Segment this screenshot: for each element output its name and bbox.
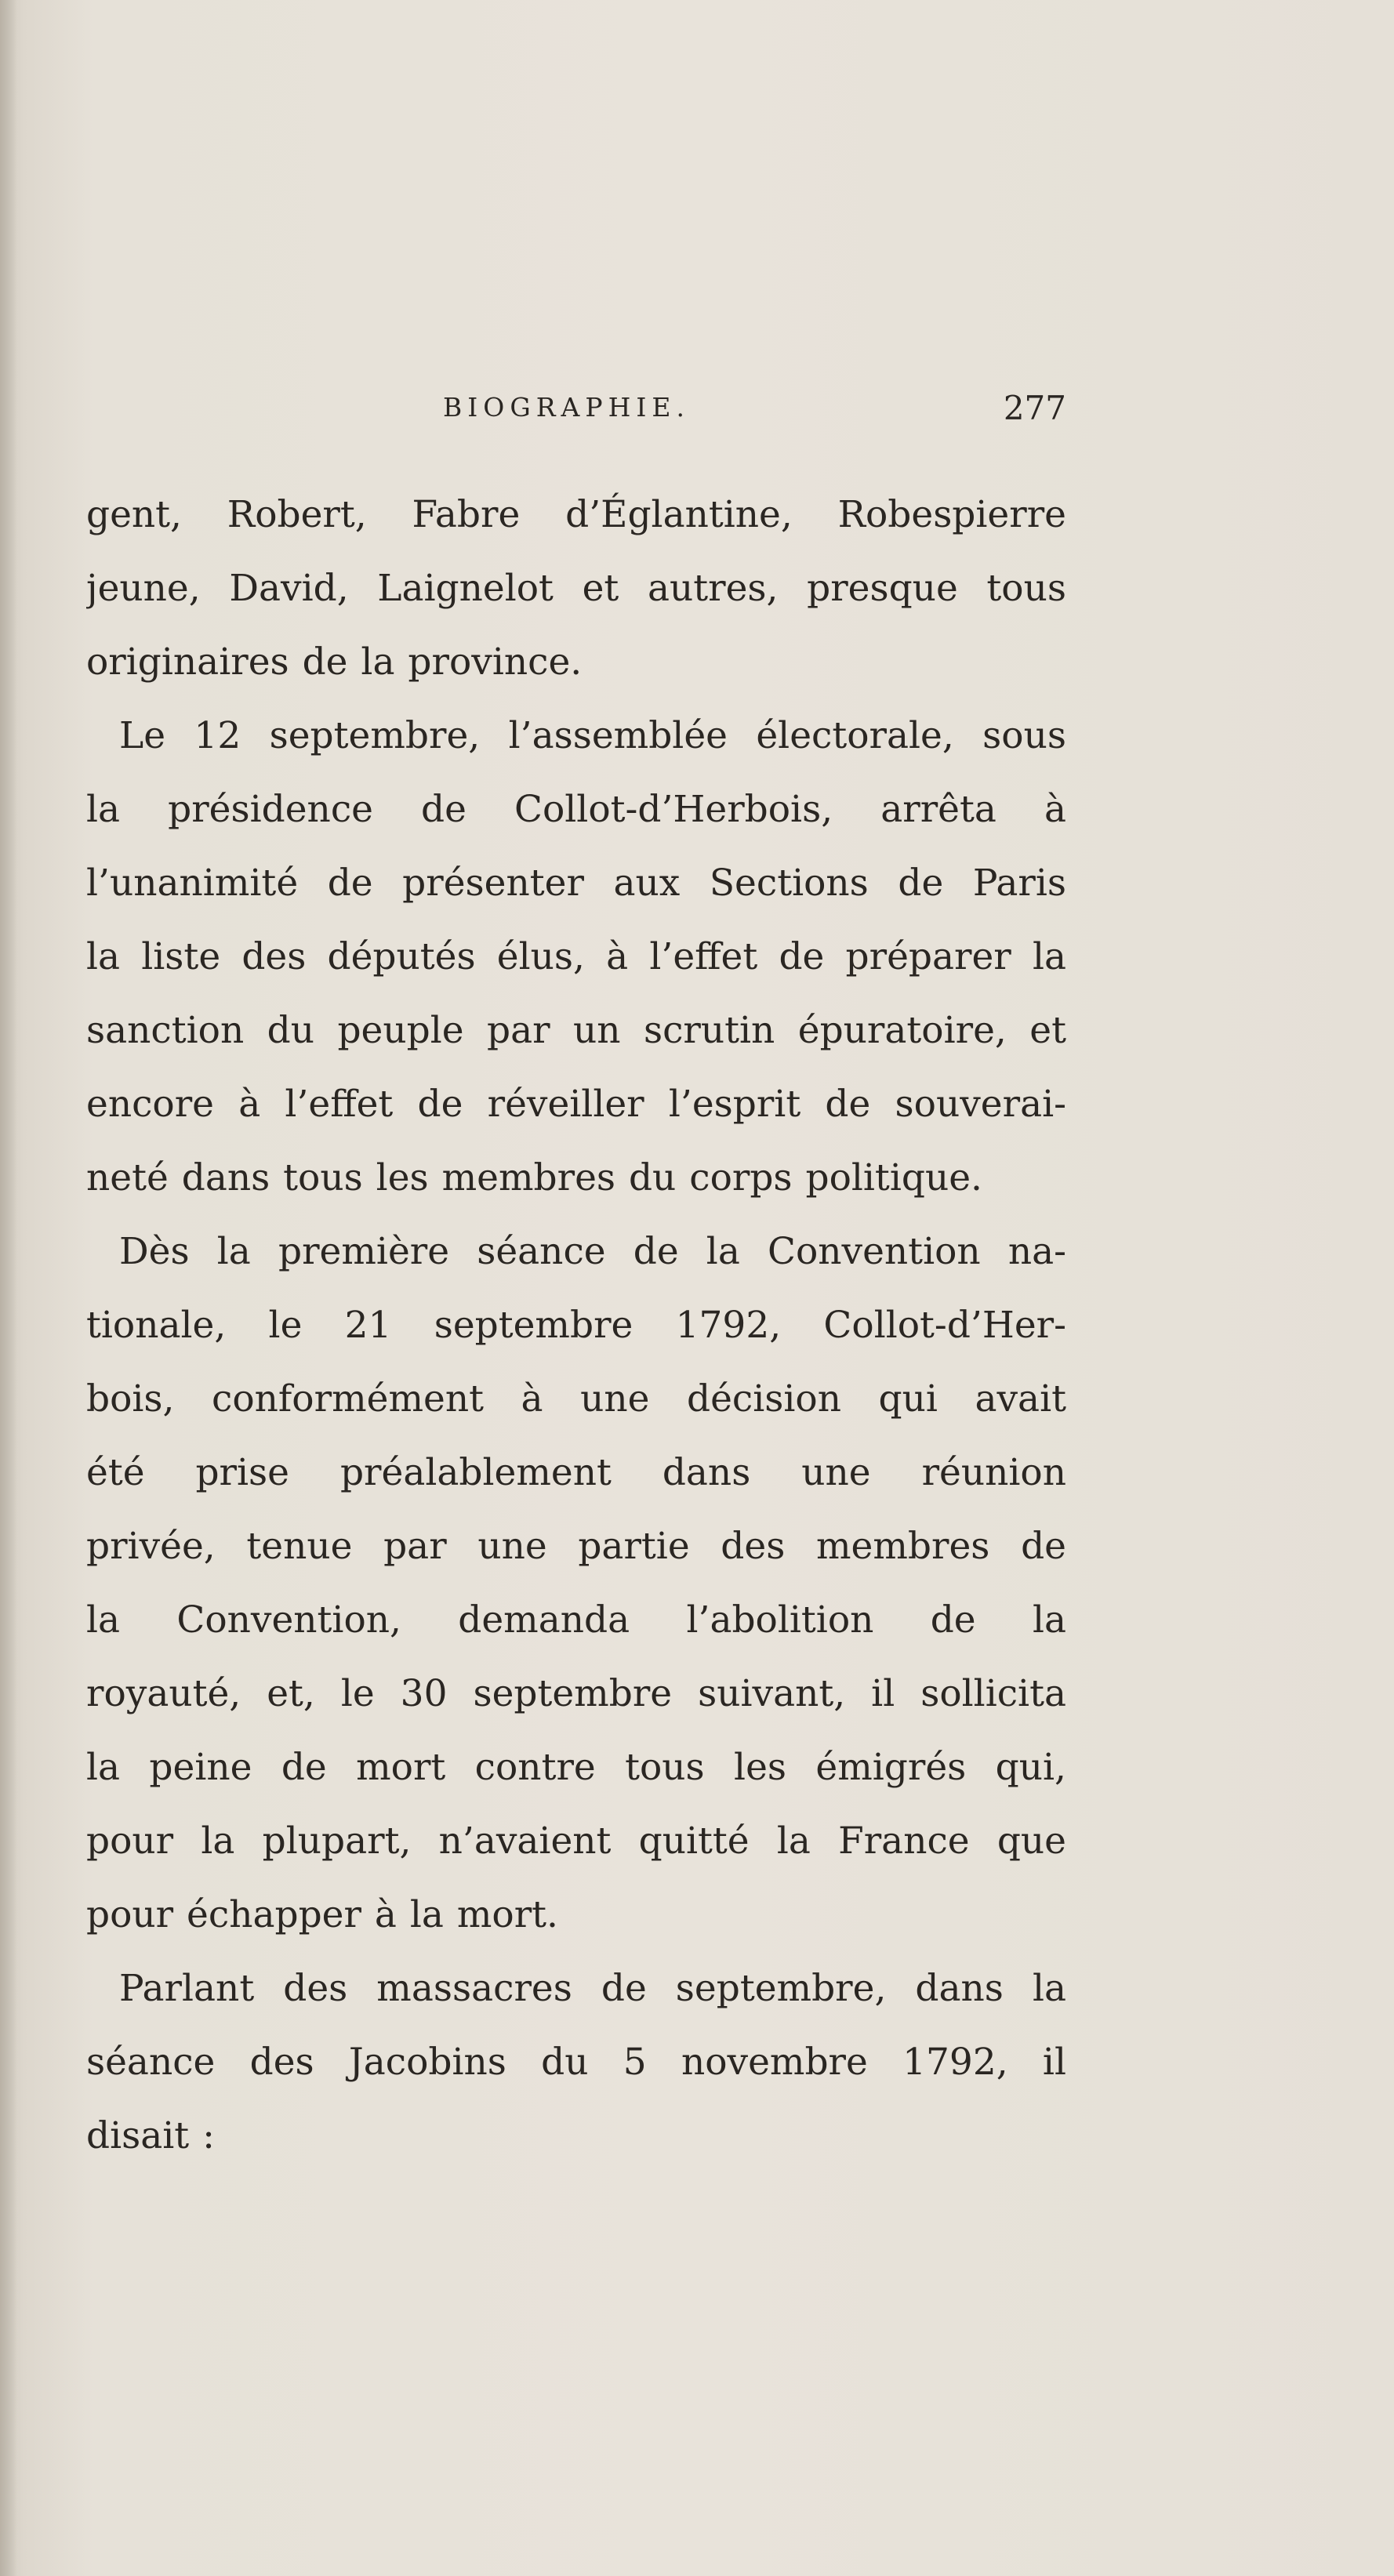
- page-header: [86, 389, 1066, 439]
- text-line: la liste des députés élus, à l’effet de préparer la: [86, 935, 1066, 978]
- running-title: BIOGRAPHIE.: [443, 392, 690, 423]
- text-line: l’unanimité de présenter aux Sections de Paris: [86, 862, 1066, 905]
- body-text: [86, 478, 1066, 2173]
- text-line: été prise préalablement dans une réunion: [86, 1451, 1066, 1494]
- text-line: privée, tenue par une partie des membres de: [86, 1525, 1066, 1568]
- text-line: la peine de mort contre tous les émigrés qui,: [86, 1746, 1066, 1789]
- text-line: Le 12 septembre, l’assemblée électorale, sous: [119, 714, 1066, 757]
- gutter-shadow: [0, 0, 17, 2576]
- text-line: neté dans tous les membres du corps politique.: [86, 1156, 982, 1199]
- text-line: disait :: [86, 2114, 215, 2157]
- text-line: la Convention, demanda l’abolition de la: [86, 1598, 1066, 1642]
- text-line: encore à l’effet de réveiller l’esprit de souverai-: [86, 1083, 1066, 1126]
- text-line: gent, Robert, Fabre d’Églantine, Robespierre: [86, 493, 1066, 536]
- text-line: originaires de la province.: [86, 640, 583, 684]
- text-line: la présidence de Collot-d’Herbois, arrêta à: [86, 788, 1066, 831]
- text-line: séance des Jacobins du 5 novembre 1792, il: [86, 2041, 1066, 2084]
- text-line: Dès la première séance de la Convention na-: [119, 1230, 1066, 1273]
- text-line: Parlant des massacres de septembre, dans la: [119, 1967, 1066, 2010]
- text-line: bois, conformément à une décision qui avait: [86, 1377, 1066, 1420]
- page-number: 277: [1003, 389, 1066, 427]
- text-line: jeune, David, Laignelot et autres, presque tous: [86, 567, 1066, 610]
- text-line: sanction du peuple par un scrutin épuratoire, et: [86, 1009, 1066, 1052]
- text-line: pour la plupart, n’avaient quitté la France que: [86, 1820, 1066, 1863]
- text-line: tionale, le 21 septembre 1792, Collot-d’Her-: [86, 1304, 1066, 1347]
- text-line: pour échapper à la mort.: [86, 1893, 558, 1936]
- text-line: royauté, et, le 30 septembre suivant, il sollicita: [86, 1672, 1066, 1715]
